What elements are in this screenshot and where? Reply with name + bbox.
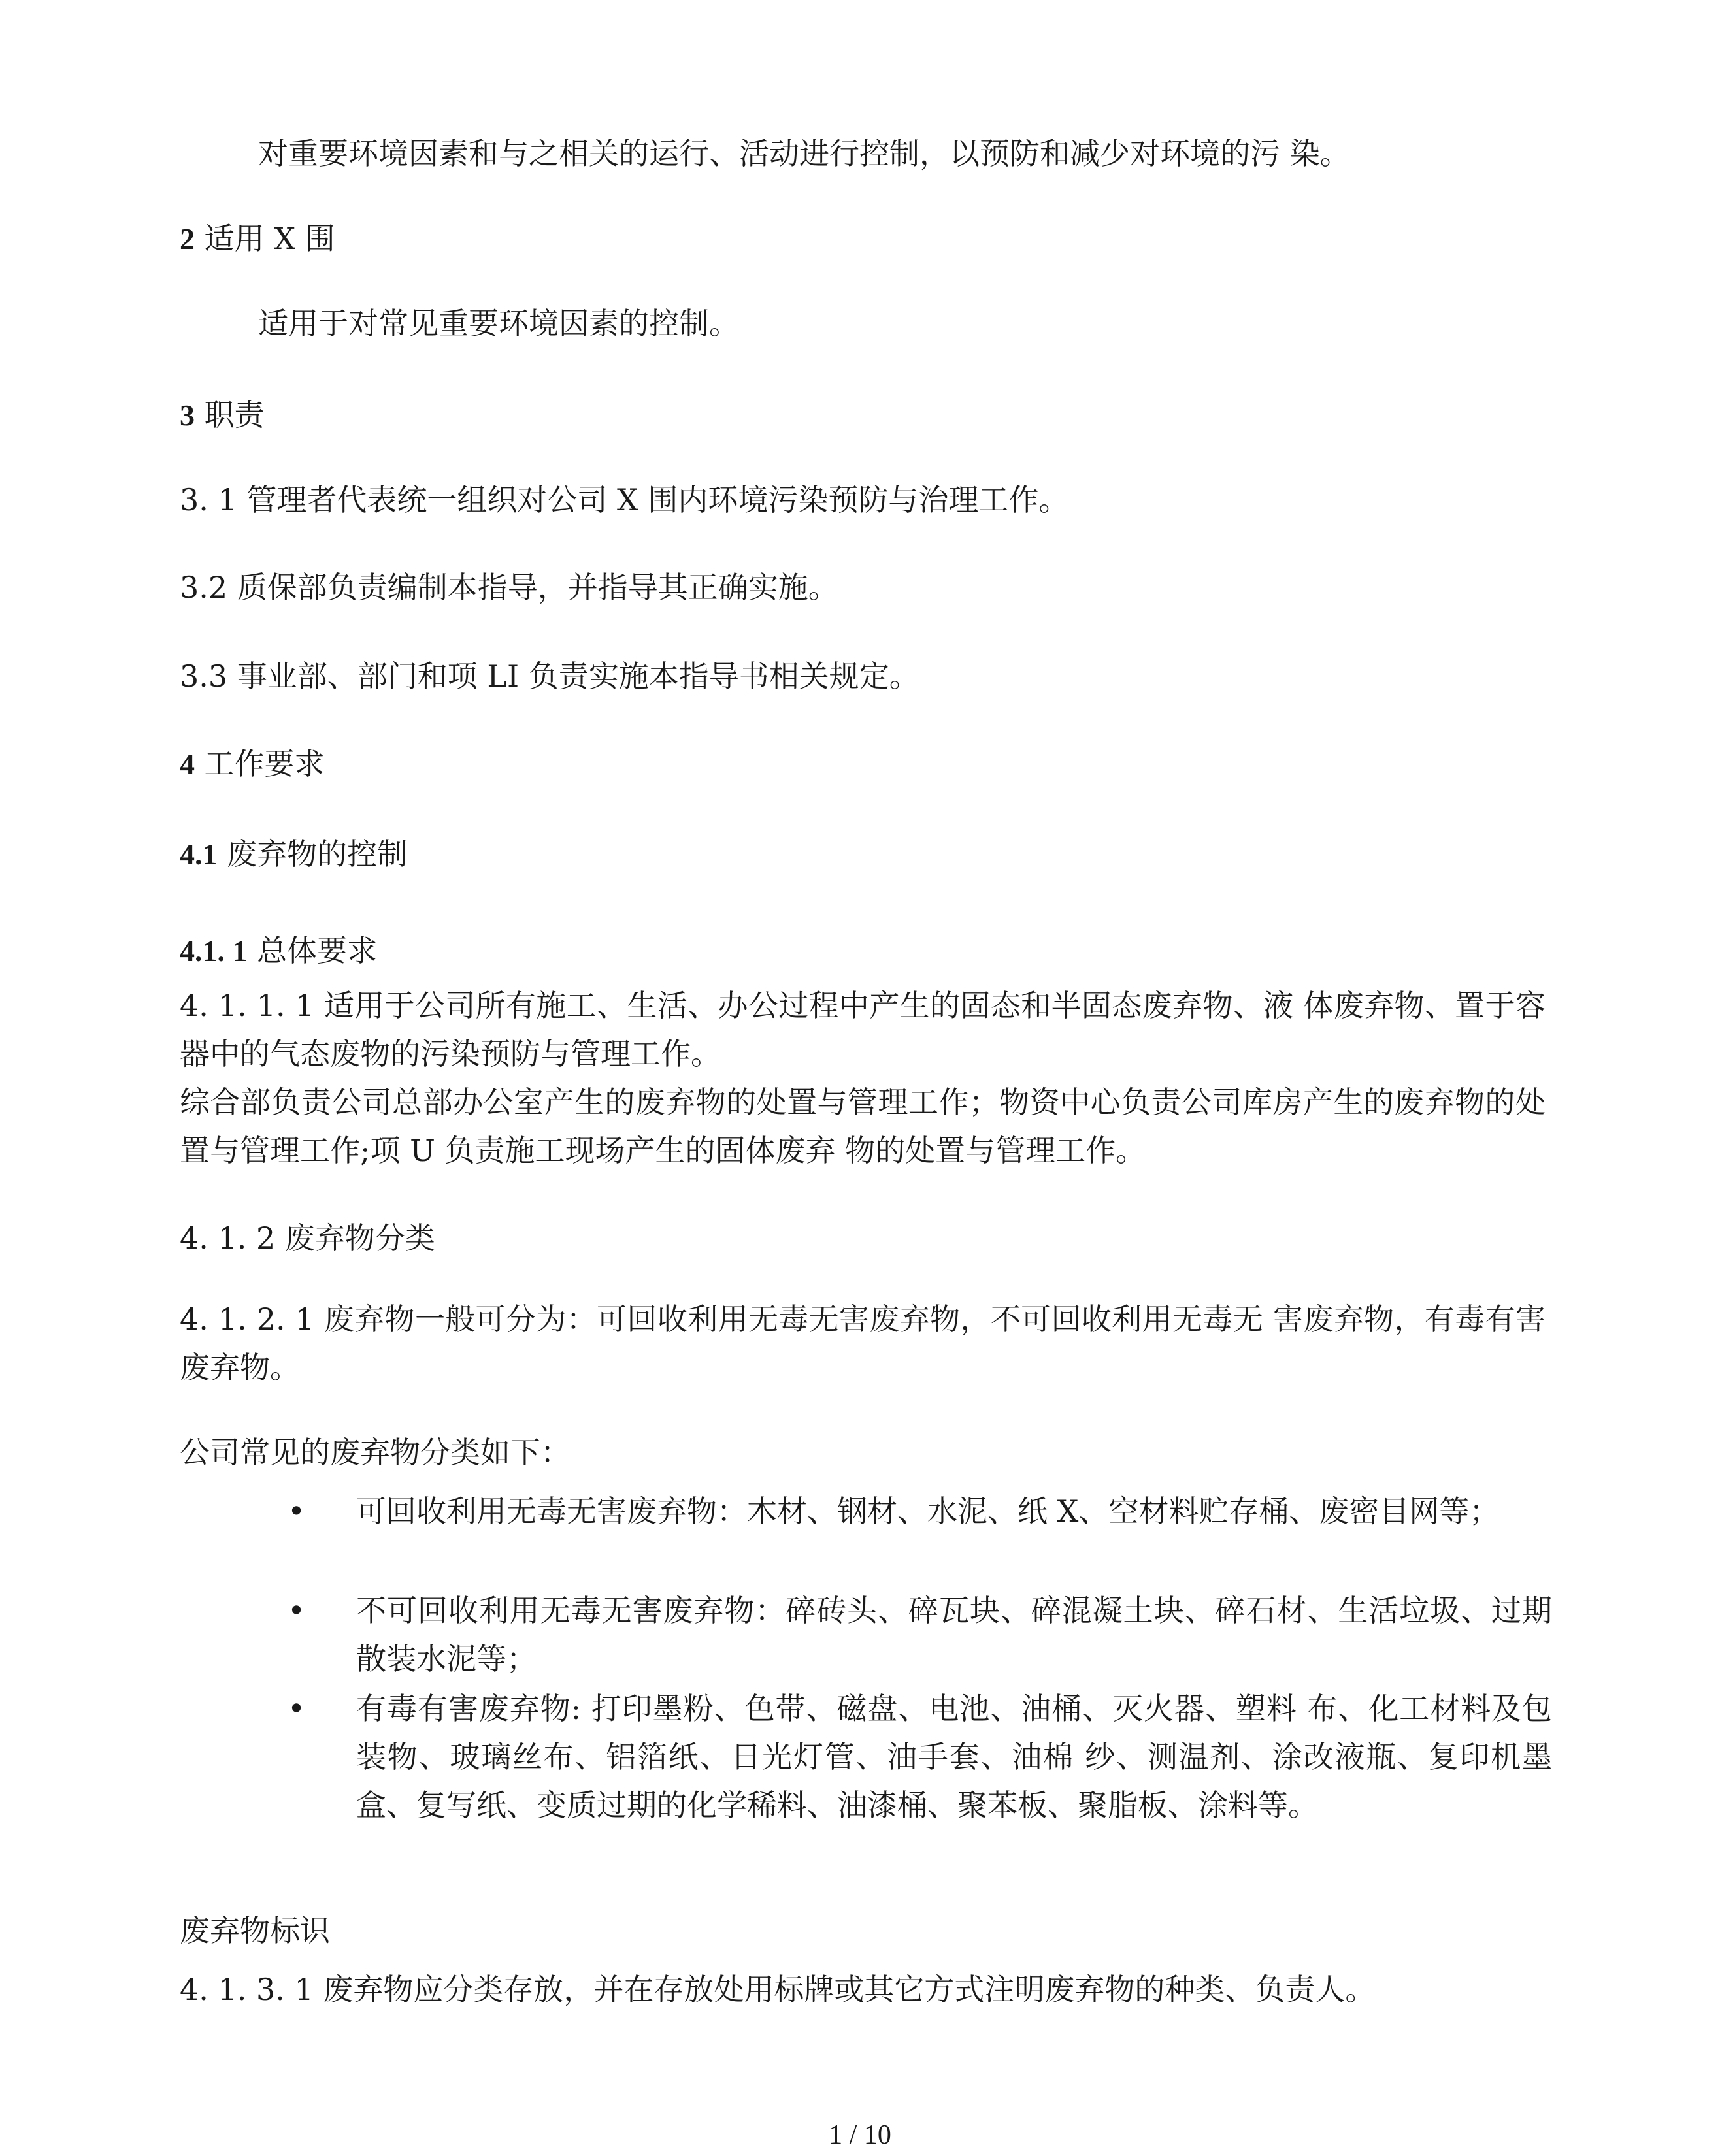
bullet-text: 可回收利用无毒无害废弃物：木材、钢材、水泥、纸 X、空材料贮存桶、废密目网等； xyxy=(356,1494,1500,1529)
bullet-text: 有毒有害废弃物: 打印墨粉、色带、磁盘、电池、油桶、灭火器、塑料 布、化工材料及包装物、玻璃丝布、铝箔纸、日光灯管、油手套、油棉 纱、测温剂、涂改液瓶、复印机墨盒、复写纸、变质过期的化学稀料、油漆桶、聚苯板、聚脂板、涂料等。 xyxy=(356,1691,1552,1823)
clause-4-1-1-1: 4. 1. 1. 1 适用于公司所有施工、生活、办公过程中产生的固态和半固态废弃物、液 体废弃物、置于容器中的气态废物的污染预防与管理工作。 xyxy=(180,988,1546,1071)
section-4-1-2-heading: 4. 1. 2 废弃物分类 xyxy=(180,1220,435,1256)
section-3-heading xyxy=(180,391,1552,440)
section-4-1-3-heading: 废弃物标识 xyxy=(180,1913,330,1948)
section-2-heading xyxy=(180,214,1552,263)
department-responsibility-paragraph: 综合部负责公司总部办公室产生的废弃物的处置与管理工作；物资中心负责公司库房产生的废弃物的处置与管理工作;项 U 负责施工现场产生的固体废弃 物的处置与管理工作。 xyxy=(180,1085,1546,1168)
section-title: 职责 xyxy=(195,397,265,433)
bullet-item-hazardous xyxy=(288,1684,1552,1880)
scope-paragraph: 适用于对常见重要环境因素的控制。 xyxy=(258,306,739,341)
common-waste-intro: 公司常见的废弃物分类如下： xyxy=(180,1435,571,1470)
clause-3-1: 3. 1 管理者代表统一组织对公司 X 围内环境污染预防与治理工作。 xyxy=(180,482,1069,517)
clause-4-1-3-1: 4. 1. 3. 1 废弃物应分类存放，并在存放处用标牌或其它方式注明废弃物的种类、负责人。 xyxy=(180,1972,1376,2007)
bullet-text: 不可回收利用无毒无害废弃物：碎砖头、碎瓦块、碎混凝土块、碎石材、生活垃圾、过期散装水泥等； xyxy=(356,1593,1552,1676)
section-title: 适用 X 围 xyxy=(195,221,335,256)
section-number: 3 xyxy=(180,399,195,432)
bullet-item-recyclable xyxy=(288,1487,1552,1585)
section-title: 废弃物的控制 xyxy=(217,836,408,872)
section-4-heading xyxy=(180,740,1552,789)
bullet-icon: • xyxy=(288,1593,306,1628)
section-4-1-heading xyxy=(180,830,1552,879)
section-4-1-1-heading xyxy=(180,926,1552,975)
clause-3-2: 3.2 质保部负责编制本指导，并指导其正确实施。 xyxy=(180,570,838,605)
section-number: 4 xyxy=(180,747,195,781)
clause-4-1-2-1: 4. 1. 2. 1 废弃物一般可分为：可回收利用无毒无害废弃物，不可回收利用无毒无 害废弃物，有毒有害废弃物。 xyxy=(180,1301,1546,1385)
section-number: 4.1. 1 xyxy=(180,934,248,968)
page-number: 1 / 10 xyxy=(829,2120,891,2150)
purpose-paragraph: 对重要环境因素和与之相关的运行、活动进行控制，以预防和减少对环境的污 染。 xyxy=(258,136,1350,171)
clause-3-3: 3.3 事业部、部门和项 LI 负责实施本指导书相关规定。 xyxy=(180,659,919,694)
bullet-icon: • xyxy=(288,1691,306,1726)
bullet-item-non-recyclable xyxy=(288,1586,1552,1684)
bullet-icon: • xyxy=(288,1494,306,1529)
section-number: 4.1 xyxy=(180,838,218,871)
section-title: 总体要求 xyxy=(247,933,378,968)
section-number: 2 xyxy=(180,222,195,255)
section-title: 工作要求 xyxy=(195,746,325,781)
